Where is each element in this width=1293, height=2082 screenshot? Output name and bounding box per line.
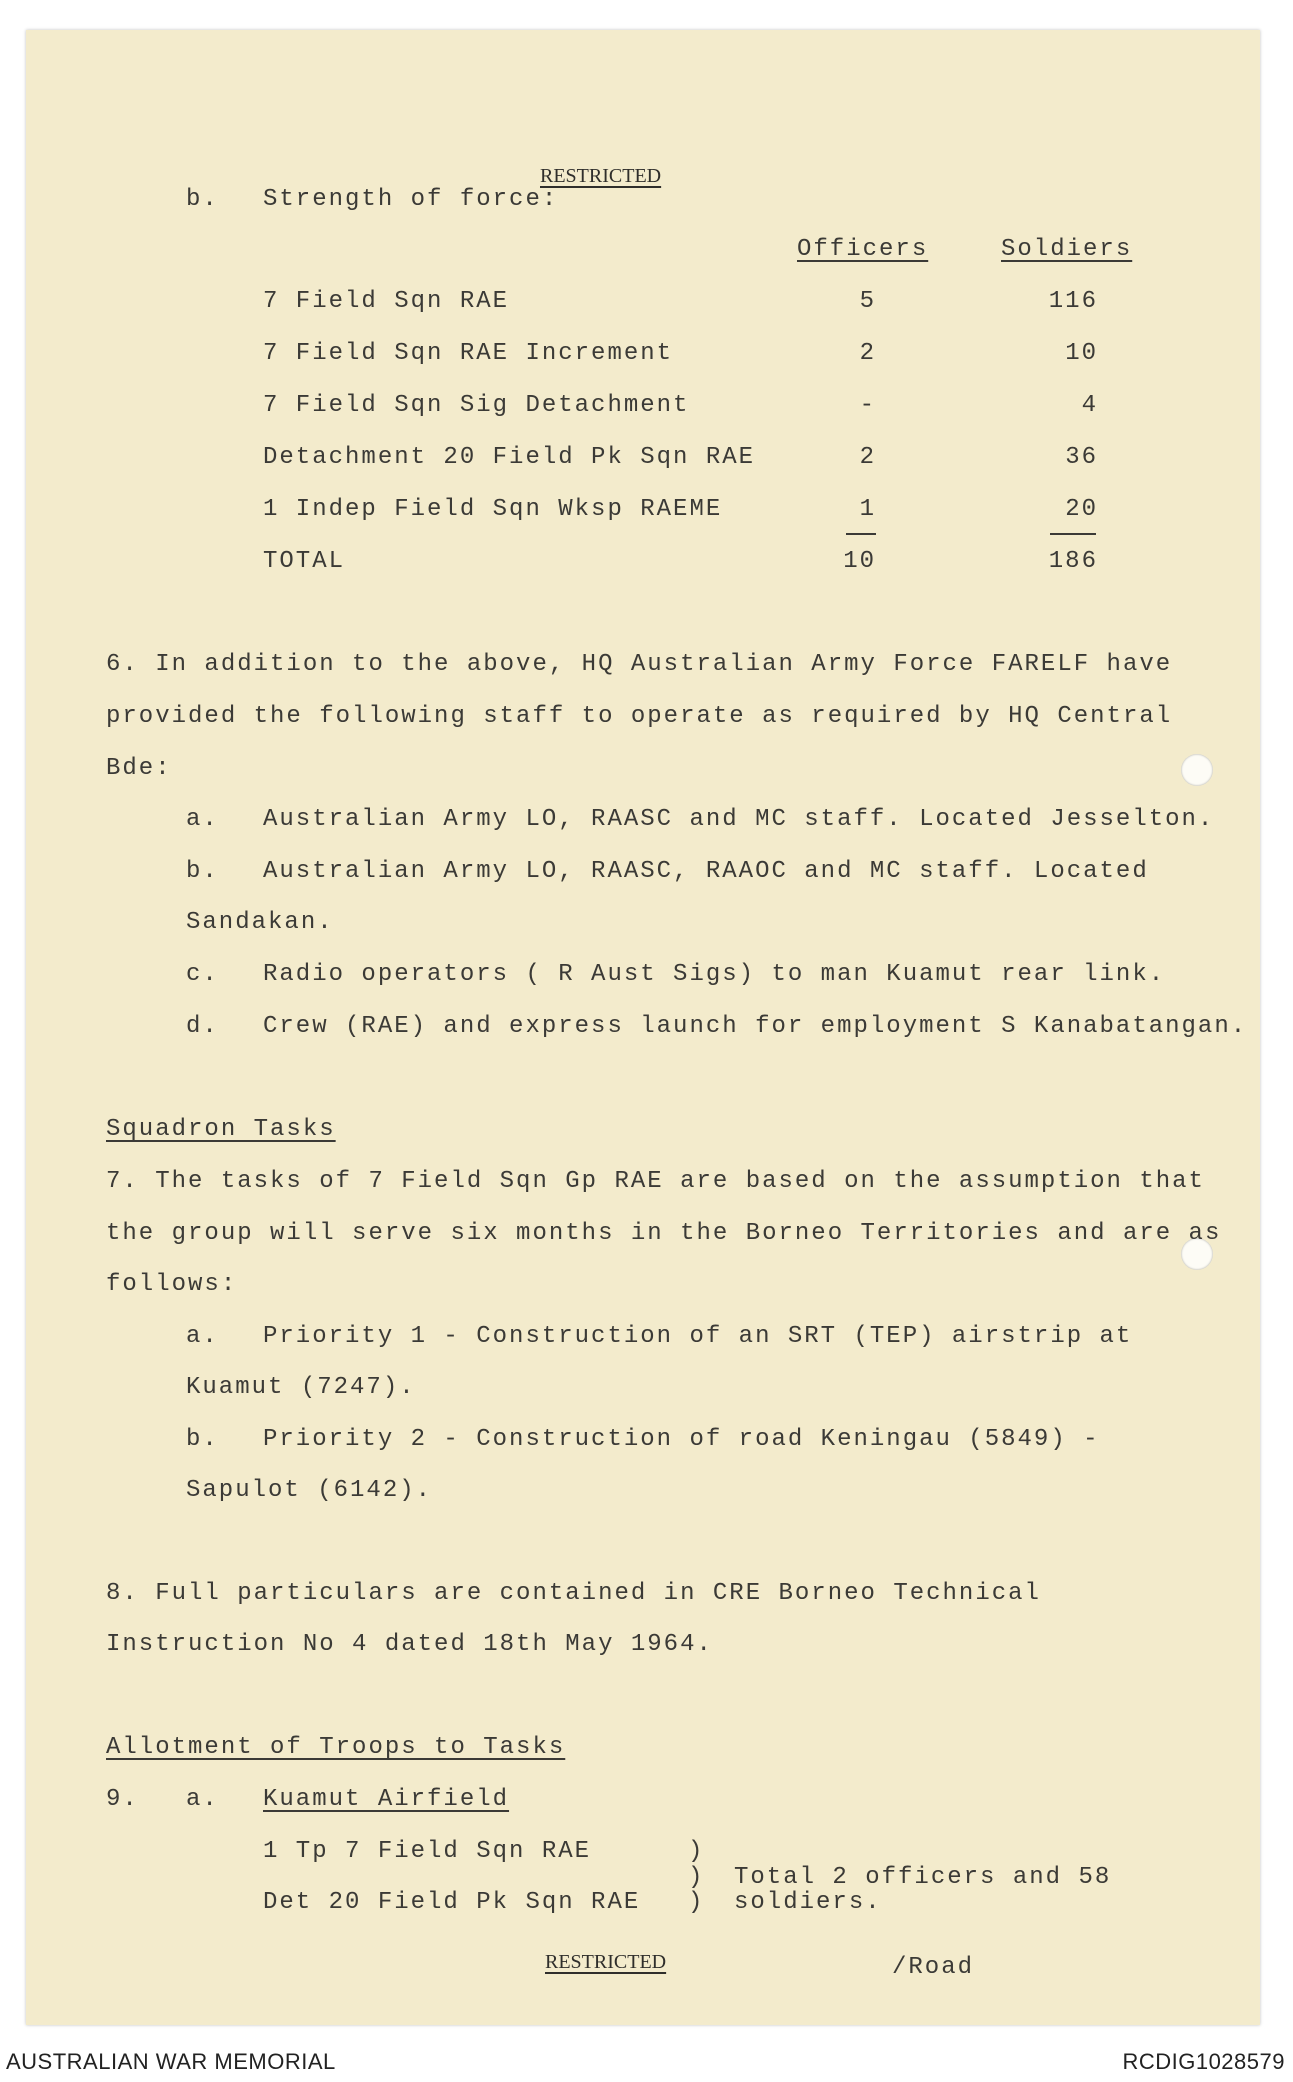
strength-row-officers: 2: [859, 340, 876, 367]
strength-total-label: TOTAL: [263, 548, 346, 575]
allotment-bracket: ): [688, 1864, 705, 1891]
para6-item-text: Radio operators ( R Aust Sigs) to man Kuamut rear link.: [263, 961, 1166, 988]
kuamut-airfield-heading: Kuamut Airfield: [263, 1786, 510, 1813]
squadron-tasks-heading: Squadron Tasks: [106, 1116, 336, 1143]
para9-label: a.: [186, 1786, 219, 1813]
punch-hole: [1181, 754, 1213, 786]
allotment-bracket: ): [688, 1838, 705, 1865]
strength-row-unit: Detachment 20 Field Pk Sqn RAE: [263, 444, 756, 471]
para7-item-label: a.: [186, 1323, 219, 1350]
para6-item-text: Sandakan.: [186, 909, 334, 936]
soldiers-header: Soldiers: [1001, 236, 1133, 263]
para6-item-label: a.: [186, 806, 219, 833]
allotment-bracket: ): [688, 1889, 705, 1916]
strength-row-officers: -: [859, 392, 876, 419]
para7-item-text: Priority 2 - Construction of road Keningau (5849) -: [263, 1426, 1100, 1453]
para7-item-text: Priority 1 - Construction of an SRT (TEP) airstrip at: [263, 1323, 1133, 1350]
strength-total-soldiers: 186: [1048, 548, 1098, 575]
para7-item-text: Kuamut (7247).: [186, 1374, 416, 1401]
restricted-stamp-bottom: RESTRICTED: [545, 1951, 667, 1973]
strength-row-soldiers: 4: [1081, 392, 1098, 419]
officers-header: Officers: [797, 236, 929, 263]
para9-number: 9.: [106, 1786, 139, 1813]
strength-row-soldiers: 36: [1065, 444, 1098, 471]
para6-item-text: Crew (RAE) and express launch for employment S Kanabatangan.: [263, 1013, 1248, 1040]
strength-row-soldiers: 10: [1065, 340, 1098, 367]
strength-row-unit: 7 Field Sqn Sig Detachment: [263, 392, 690, 419]
allotment-total: soldiers.: [734, 1889, 882, 1916]
total-rule-soldiers: [1050, 533, 1096, 535]
para6-line: 6. In addition to the above, HQ Australian Army Force FARELF have: [106, 651, 1173, 678]
para8-line: Instruction No 4 dated 18th May 1964.: [106, 1631, 713, 1658]
strength-row-unit: 7 Field Sqn RAE: [263, 288, 510, 315]
allotment-line: 1 Tp 7 Field Sqn RAE: [263, 1838, 592, 1865]
strength-row-unit: 7 Field Sqn RAE Increment: [263, 340, 674, 367]
strength-label: b.: [186, 186, 219, 213]
strength-row-officers: 5: [859, 288, 876, 315]
para6-item-text: Australian Army LO, RAASC, RAAOC and MC staff. Located: [263, 858, 1149, 885]
allotment-heading: Allotment of Troops to Tasks: [106, 1734, 566, 1761]
para6-item-label: d.: [186, 1013, 219, 1040]
para6-line: provided the following staff to operate as required by HQ Central: [106, 703, 1173, 730]
para6-item-label: c.: [186, 961, 219, 988]
strength-row-officers: 1: [859, 496, 876, 523]
para7-line: follows:: [106, 1271, 238, 1298]
credit-right: RCDIG1028579: [1122, 2049, 1285, 2074]
strength-title: Strength of force:: [263, 186, 559, 213]
strength-row-officers: 2: [859, 444, 876, 471]
strength-row-soldiers: 116: [1048, 288, 1098, 315]
para7-item-text: Sapulot (6142).: [186, 1477, 433, 1504]
restricted-stamp-top: RESTRICTED: [540, 165, 662, 187]
credit-left: AUSTRALIAN WAR MEMORIAL: [6, 2049, 336, 2074]
total-rule-officers: [846, 533, 876, 535]
catchword: /Road: [892, 1954, 975, 1981]
para7-line: 7. The tasks of 7 Field Sqn Gp RAE are based on the assumption that: [106, 1168, 1205, 1195]
para7-item-label: b.: [186, 1426, 219, 1453]
strength-row-soldiers: 20: [1065, 496, 1098, 523]
para7-line: the group will serve six months in the Borneo Territories and are as: [106, 1220, 1222, 1247]
strength-total-officers: 10: [843, 548, 876, 575]
allotment-total: Total 2 officers and 58: [734, 1864, 1112, 1891]
allotment-line: Det 20 Field Pk Sqn RAE: [263, 1889, 641, 1916]
para6-item-label: b.: [186, 858, 219, 885]
para6-line: Bde:: [106, 755, 172, 782]
strength-row-unit: 1 Indep Field Sqn Wksp RAEME: [263, 496, 723, 523]
para8-line: 8. Full particulars are contained in CRE Borneo Technical: [106, 1580, 1041, 1607]
para6-item-text: Australian Army LO, RAASC and MC staff. Located Jesselton.: [263, 806, 1215, 833]
